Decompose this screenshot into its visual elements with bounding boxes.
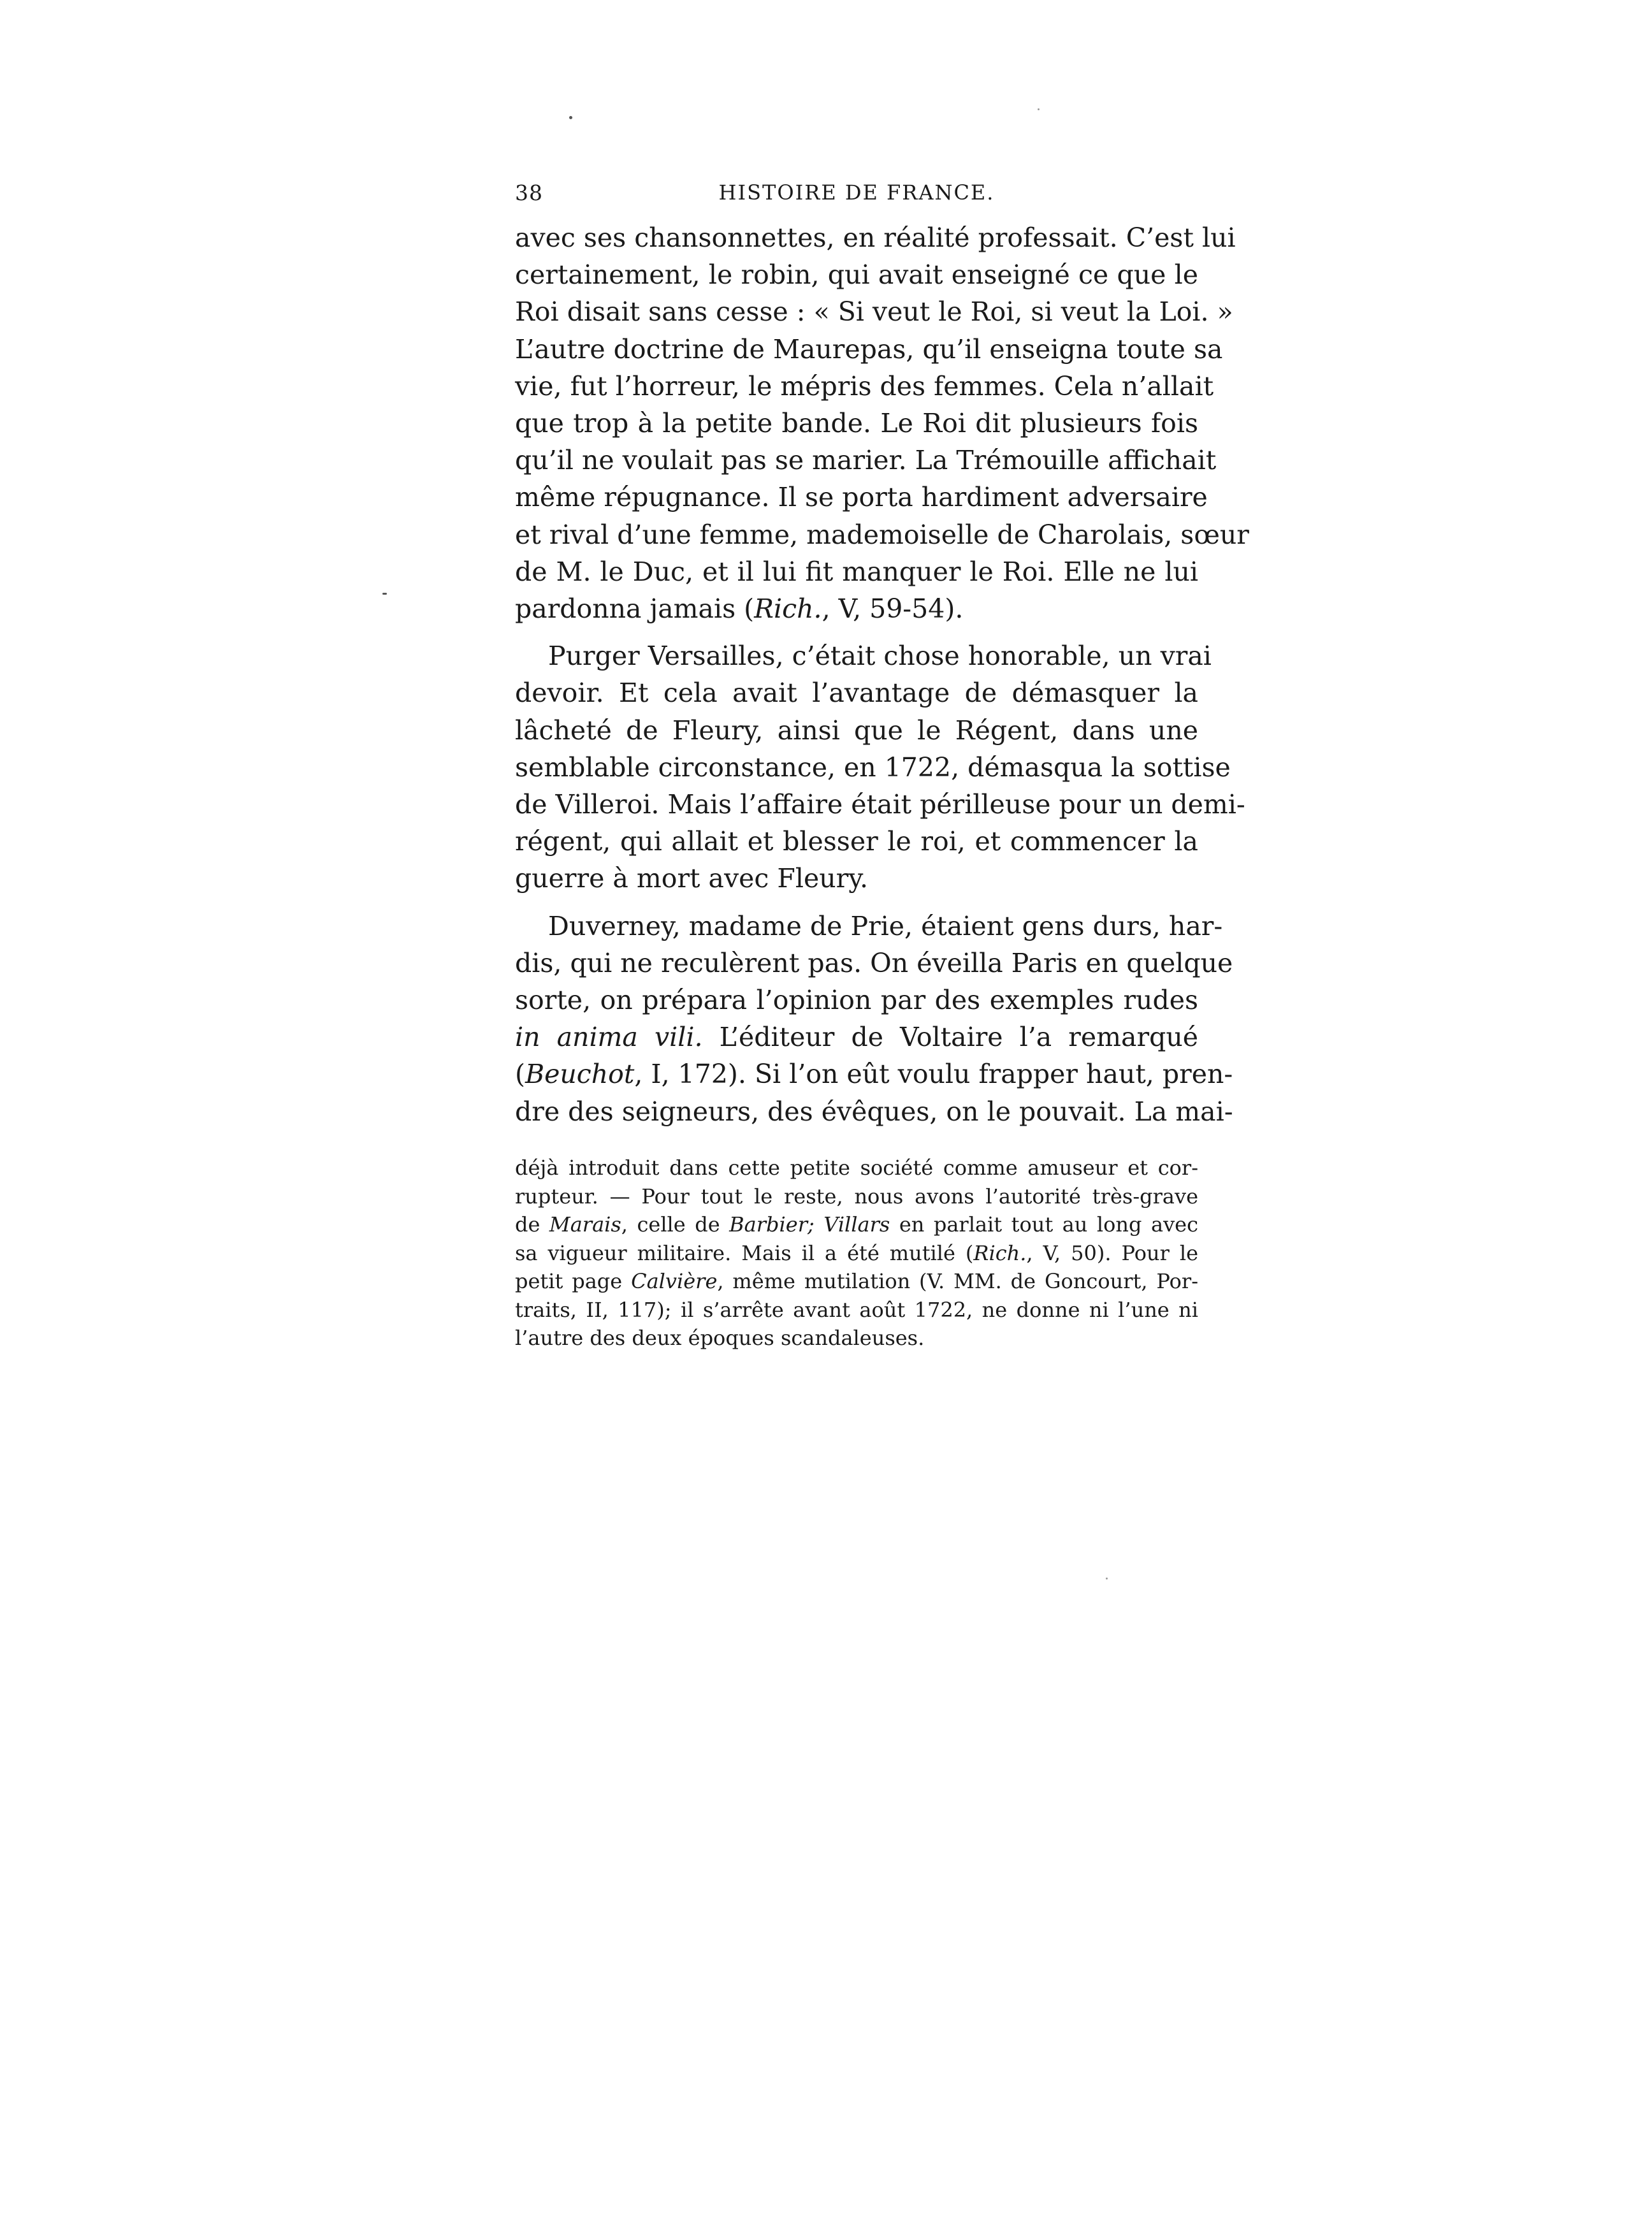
text-line (515, 1056, 1233, 1093)
text-fragment: , V, 50). Pour le (1026, 1240, 1198, 1265)
footnote (515, 1154, 1198, 1353)
citation-italic: Calvière (631, 1269, 718, 1293)
text-line: de Villeroi. Mais l’affaire était périlleuse pour un demi- (515, 789, 1245, 820)
citation-italic: Barbier; Villars (729, 1212, 890, 1237)
paragraph-1 (515, 219, 1249, 627)
citation-italic: Marais (549, 1212, 621, 1237)
text-line: guerre à mort avec Fleury. (515, 863, 869, 894)
ink-speck (1038, 108, 1040, 110)
text-fragment: pardonna jamais ( (515, 593, 755, 625)
text-line: vie, fut l’horreur, le mépris des femmes. Cela n’allait (515, 370, 1214, 402)
text-line: devoir. Et cela avait l’avantage de démasquer la (515, 678, 1198, 709)
paragraph-3 (515, 908, 1233, 1130)
text-line: avec ses chansonnettes, en réalité professait. C’est lui (515, 222, 1236, 253)
text-line: lâcheté de Fleury, ainsi que le Régent, dans une (515, 715, 1198, 746)
text-fragment: petit page (515, 1269, 632, 1293)
ink-speck (382, 593, 387, 595)
text-fragment: de (515, 1212, 549, 1237)
text-line (515, 1019, 1198, 1056)
main-text (515, 219, 1249, 1140)
text-line: dis, qui ne reculèrent pas. On éveilla Paris en quelque (515, 947, 1233, 978)
text-line: Purger Versailles, c’était chose honorable, un vrai (548, 641, 1212, 672)
paragraph-2 (515, 637, 1245, 897)
text-fragment: , même mutilation (V. MM. de Goncourt, Por- (717, 1269, 1199, 1293)
ink-speck (569, 116, 572, 119)
footnote-line: l’autre des deux époques scandaleuses. (515, 1326, 925, 1350)
ink-speck (1106, 1578, 1108, 1579)
text-line: Roi disait sans cesse : « Si veut le Roi, si veut la Loi. » (515, 296, 1233, 328)
footnote-line: traits, II, 117); il s’arrête avant août 1722, ne donne ni l’une ni (515, 1297, 1198, 1322)
text-line: sorte, on prépara l’opinion par des exemples rudes (515, 985, 1198, 1016)
text-line: que trop à la petite bande. Le Roi dit plusieurs fois (515, 408, 1198, 439)
text-fragment: , I, 172). Si l’on eût voulu frapper haut, pren- (634, 1059, 1233, 1090)
text-line: certainement, le robin, qui avait enseigné ce que le (515, 259, 1198, 291)
page-header (515, 180, 1198, 212)
text-line: qu’il ne voulait pas se marier. La Trémouille affichait (515, 445, 1217, 476)
citation-italic: Rich. (973, 1240, 1027, 1265)
text-line: L’autre doctrine de Maurepas, qu’il enseigna toute sa (515, 333, 1223, 365)
text-line: semblable circonstance, en 1722, démasqua la sottise (515, 751, 1231, 783)
text-line: régent, qui allait et blesser le roi, et commencer la (515, 826, 1198, 857)
text-line: même répugnance. Il se porta hardiment adversaire (515, 482, 1208, 513)
page-number: 38 (515, 180, 543, 205)
footnote-line: déjà introduit dans cette petite société comme amuseur et cor- (515, 1156, 1198, 1180)
footnote-line (515, 1267, 1198, 1296)
latin-phrase-italic: in anima vili. (515, 1022, 703, 1053)
text-fragment: L’éditeur de Voltaire l’a remarqué (702, 1022, 1199, 1053)
text-line: dre des seigneurs, des évêques, on le pouvait. La mai- (515, 1096, 1233, 1127)
text-fragment: ( (515, 1059, 525, 1090)
footnote-line (515, 1210, 1198, 1239)
text-line: Duverney, madame de Prie, étaient gens durs, har- (548, 910, 1223, 941)
text-fragment: , celle de (621, 1212, 730, 1237)
text-line: et rival d’une femme, mademoiselle de Charolais, sœur (515, 519, 1249, 550)
footnote-line: rupteur. — Pour tout le reste, nous avons l’autorité très-grave (515, 1184, 1198, 1209)
text-fragment: , V, 59-54). (822, 593, 964, 625)
text-fragment: en parlait tout au long avec (890, 1212, 1199, 1237)
text-fragment: sa vigueur militaire. Mais il a été mutilé ( (515, 1240, 974, 1265)
citation-italic: Rich. (754, 593, 822, 625)
footnote-line (515, 1239, 1198, 1268)
text-line: de M. le Duc, et il lui fit manquer le Roi. Elle ne lui (515, 556, 1198, 587)
citation-italic: Beuchot (525, 1059, 635, 1090)
text-line (515, 590, 1198, 627)
running-title: HISTOIRE DE FRANCE. (718, 180, 995, 205)
